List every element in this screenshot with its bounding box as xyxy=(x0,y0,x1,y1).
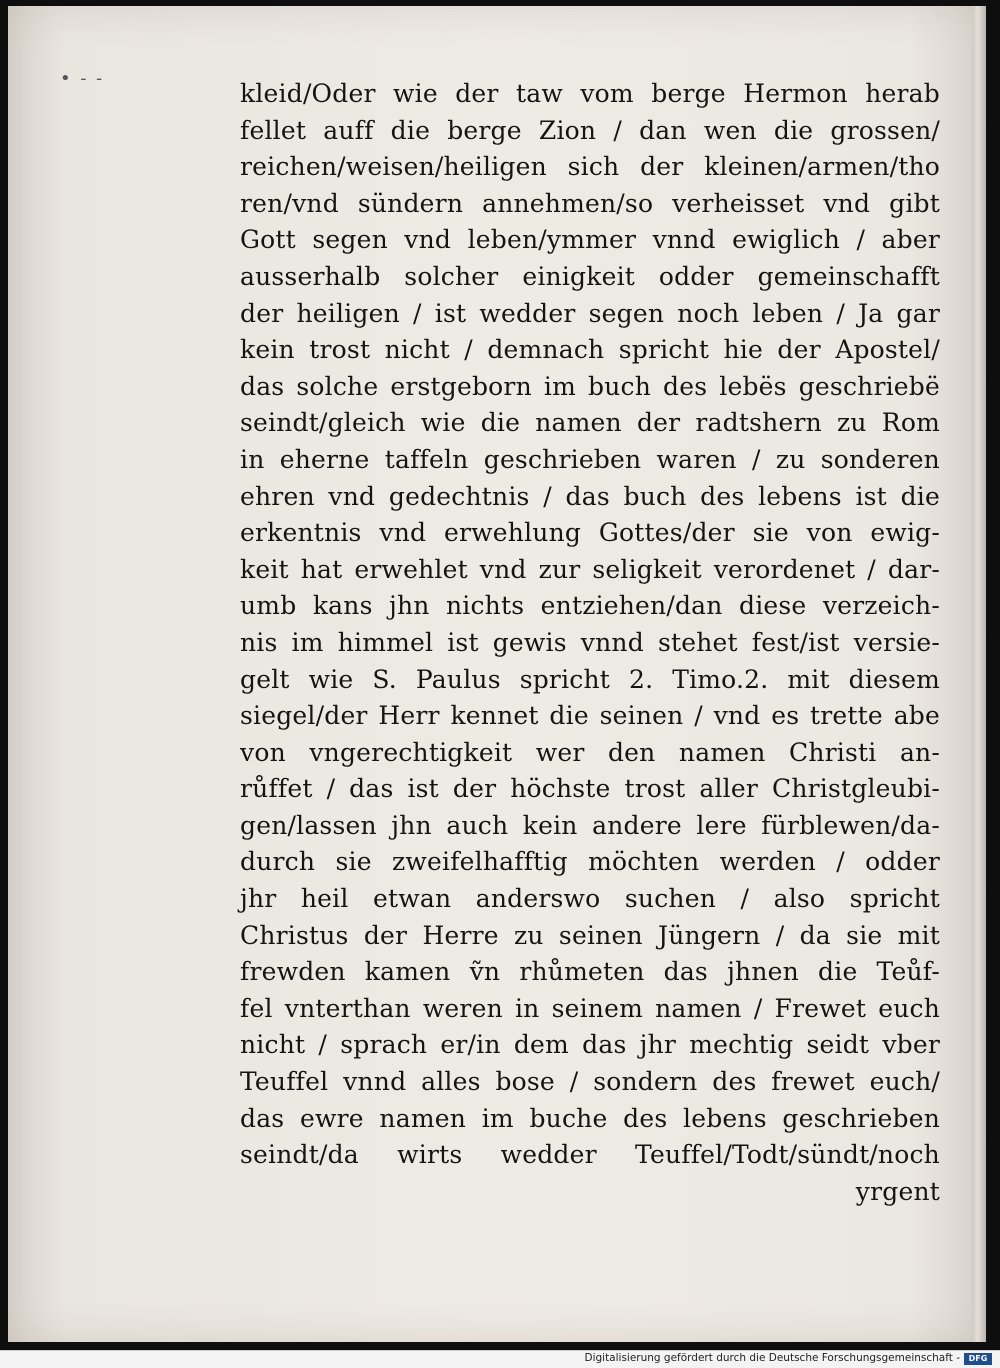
text-line: der heiligen / ist wedder segen noch leben / Ja gar xyxy=(240,298,940,328)
text-line: das solche erstgeborn im buch des lebës geschriebë xyxy=(240,371,940,401)
text-line: ausserhalb solcher einigkeit odder gemeinschafft xyxy=(240,261,940,291)
text-line: reichen/weisen/heiligen sich der kleinen/armen/tho xyxy=(240,152,940,182)
text-line: Christus der Herre zu seinen Jüngern / da sie mit xyxy=(240,920,940,950)
text-line: erkentnis vnd erwehlung Gottes/der sie von ewig- xyxy=(240,518,940,548)
text-line: nis im himmel ist gewis vnnd stehet fest/ist versie- xyxy=(240,627,940,657)
page-edge xyxy=(972,6,986,1342)
text-line: durch sie zweifelhafftig möchten werden / odder xyxy=(240,847,940,877)
text-line: fellet auff die berge Zion / dan wen die grossen/ xyxy=(240,115,940,145)
text-line: in eherne taffeln geschrieben waren / zu sonderen xyxy=(240,444,940,474)
text-line: von vngerechtigkeit wer den namen Christi an- xyxy=(240,737,940,767)
text-block xyxy=(240,76,940,1210)
text-line: Gott segen vnd leben/ymmer vnnd ewiglich / aber xyxy=(240,225,940,255)
text-line: seindt/da wirts wedder Teuffel/Todt/sündt/noch xyxy=(240,1140,940,1170)
catchword: yrgent xyxy=(855,1176,940,1206)
text-line: das ewre namen im buche des lebens geschrieben xyxy=(240,1103,940,1133)
text-line: fel vnterthan weren in seinem namen / Frewet euch xyxy=(240,993,940,1023)
book-page xyxy=(8,6,986,1342)
margin-mark: • - - xyxy=(60,68,105,89)
dfg-logo-icon: DFG xyxy=(964,1353,992,1365)
footer-credit: Digitalisierung gefördert durch die Deutsche Forschungsgemeinschaft - xyxy=(584,1352,960,1364)
text-line: gen/lassen jhn auch kein andere lere fürblewen/da- xyxy=(240,810,940,840)
text-line: kleid/Oder wie der taw vom berge Hermon herab xyxy=(240,79,940,108)
text-line: nicht / sprach er/in dem das jhr mechtig seidt vber xyxy=(240,1030,940,1060)
text-line: umb kans jhn nichts entziehen/dan diese verzeich- xyxy=(240,591,940,621)
text-line: ehren vnd gedechtnis / das buch des lebens ist die xyxy=(240,481,940,511)
footer-bar xyxy=(0,1350,1000,1368)
text-line: frewden kamen ṽn rhůmeten das jhnen die Teůf- xyxy=(240,957,940,987)
text-line: siegel/der Herr kennet die seinen / vnd es trette abe xyxy=(240,701,940,731)
text-line: keit hat erwehlet vnd zur seligkeit verordenet / dar- xyxy=(240,554,940,584)
text-line: růffet / das ist der höchste trost aller Christgleubi- xyxy=(240,774,940,804)
text-line: kein trost nicht / demnach spricht hie der Apostel/ xyxy=(240,335,940,365)
text-line: Teuffel vnnd alles bose / sondern des frewet euch/ xyxy=(240,1067,940,1097)
text-line: gelt wie S. Paulus spricht 2. Timo.2. mit diesem xyxy=(240,664,940,694)
text-line: jhr heil etwan anderswo suchen / also spricht xyxy=(240,884,940,914)
text-line: ren/vnd sündern annehmen/so verheisset vnd gibt xyxy=(240,188,940,218)
text-line: seindt/gleich wie die namen der radtshern zu Rom xyxy=(240,408,940,438)
